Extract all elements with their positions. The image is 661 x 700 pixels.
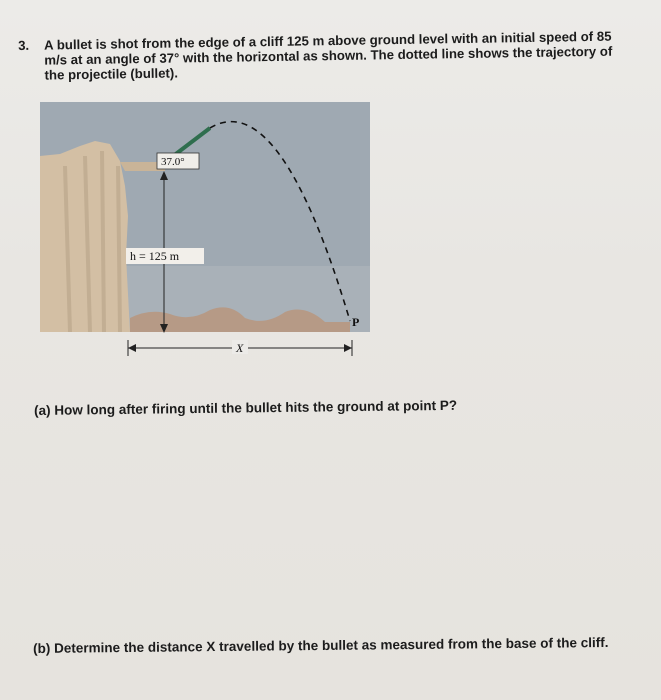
part-b-question [33,634,633,657]
question-text: A bullet is shot from the edge of a cliff 125 m above ground level with an initial speed of 85 m/s at an angle of 37° with the horizontal as shown. The dotted line shows the trajectory of the projectile (bullet). [43,28,613,83]
distance-arrow-head-right [344,344,352,352]
point-p-label: P [352,315,360,329]
distance-label: X [236,341,244,355]
height-label: h = 125 m [130,249,180,263]
part-b-text: (b) Determine the distance X travelled by the bullet as measured from the base of the cliff. [33,634,609,656]
question-number: 3. [18,37,30,53]
part-a-question: (a) How long after firing until the bullet hits the ground at point P? [34,397,458,418]
distance-arrow-head-left [128,344,136,352]
question-3 [18,29,619,83]
projectile-diagram [40,96,370,366]
angle-label: 37.0° [161,156,185,168]
